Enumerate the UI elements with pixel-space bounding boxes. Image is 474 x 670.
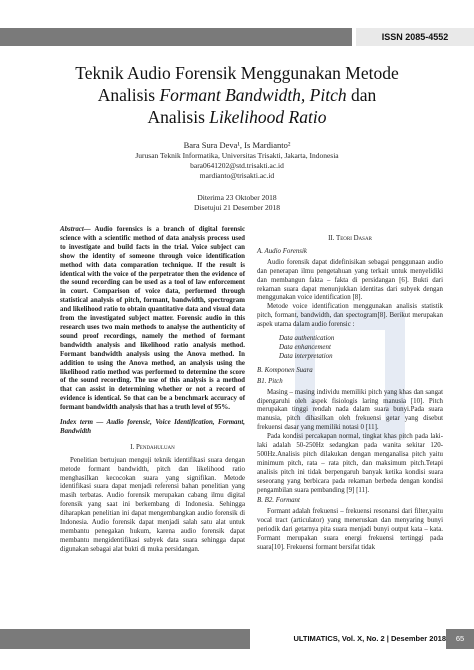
title-line-2-post: dan <box>346 85 377 105</box>
subheading-komponen-suara: B. Komponen Suara <box>257 366 313 374</box>
index-terms-text: Audio forensic, Voice Identification, Formant, Bandwidth <box>60 419 245 435</box>
dates <box>40 193 434 213</box>
subheading-audio-forensik: A. Audio Forensik <box>257 247 307 255</box>
title-line-1: Teknik Audio Forensik Menggunakan Metode <box>75 63 399 83</box>
list-item: Data authentication <box>279 335 335 343</box>
paragraph-a2: Metode voice identification menggunakan analisis statistik pitch, formant, bandwidth, dan spectogram[8]. Berikut merupakan aspek utama dalam audio forensic : <box>257 303 443 329</box>
paragraph-formant: Formant adalah frekuensi – frekuensi resonansi dari filter,yaitu vocal tract (articulator) yang meneruskan dan menyaring bunyi periodik dari getarnya pita suara menjadi bunyi output kata – kata. Formant merupakan suara energi frekuensi tertinggi pada suara[10]. Frekuensi formant bersifat tidak <box>257 508 443 551</box>
author-email-2[interactable]: mardianto@trisakti.ac.id <box>199 171 275 180</box>
header-bar <box>0 28 352 46</box>
affiliation <box>40 151 434 181</box>
date-accepted: Disetujui 21 Desember 2018 <box>193 203 281 212</box>
right-column <box>257 235 443 553</box>
authors: Bara Sura Deva¹, Is Mardianto² <box>183 140 291 150</box>
subheading-pitch: B1. Pitch <box>257 377 283 385</box>
index-terms <box>60 419 245 437</box>
title-line-3-italic: Likelihood Ratio <box>209 107 327 127</box>
left-column <box>60 226 245 555</box>
abstract-text: Audio forensics is a branch of digital forensic science with a scientific method of data analysis process used to investigate and build facts in the trial. Voice subject can show the identity of someone through voice identification method with data comparation technique. If the result is identical with the voice of the perpetrator then the evidence of the sound recording can be used as a tool of law enforcement in court. Comparison of voice data, performed through statistical analysis of pitch, formant, bandwidth, spectrogram and likelihood ratio to obtain quantitative data and visual data from the investigated subject matter. Forensic audio in this research uses two main methods to analyse the authenticity of sound proof recordings, namely the method of formant bandwidth analysis and likelihood ratio analysis method. Formant bandwidth analysis using the Anova method. In addition to using the Anova method, an analysis using the likelihood ratio method was performed to determine the score of the sound recording. The use of this analysis is a method that can assist in determining whether or not a record of evidence is identical. So that can be a benchmark accuracy of formant bandwidth analysis that has a truth level of 95%. <box>60 226 245 412</box>
list-item: Data interpretation <box>279 352 333 360</box>
paragraph-pitch-1: Masing – masing individu memiliki pitch yang khas dan sangat dipengaruhi oleh aspek fisiologis laring manusia [10]. Pitch merupakan tinggi rendah nada dalam suara bunyi.Pada suara manusia, pitch dihasilkan oleh frekuensi getar yang disebut frekuensi dasar yang memiliki notasi 0 [11]. <box>257 388 443 432</box>
aspect-list <box>257 335 443 362</box>
abstract <box>60 226 245 413</box>
footer-journal: ULTIMATICS, Vol. X, No. 2 | Desember 2018 <box>293 634 446 643</box>
date-received: Diterima 23 Oktober 2018 <box>197 193 277 202</box>
list-item: Data enhancement <box>279 343 331 351</box>
paragraph-pitch-2: Pada kondisi percakapan normal, tingkat khas pitch pada laki- laki adalah 50-250Hz sedangkan pada wanita sekitar 120-500Hz.Analisis pitch dilakukan dengan menganalisa pitch yaitu minimum pitch, rata – rata pitch, dan maksimum pitch.Tetapi analisis pitch ini tidak berpengaruh banyak ketika kondisi suara seseorang yang berbicara pada rekaman berbeda dengan kondisi pengambilan suara pembanding [9] [11]. <box>257 433 443 494</box>
paragraph-a1: Audio forensik dapat didefinisikan sebagai penggunaan audio dan penerapan ilmu pengetahuan yang terkait untuk menyelidiki dan membangun fakta – fakta di persidangan [6]. Bukti dari rekaman suara dapat menunjukkan identitas dari subyek dengan menggunakan voice identification [8]. <box>257 258 443 302</box>
abstract-label: Abstract— <box>60 226 91 233</box>
title-line-3-pre: Analisis <box>147 107 210 127</box>
title-line-3 <box>40 106 434 128</box>
page-number: 65 <box>446 629 474 649</box>
section-heading-theory: II. Teori Dasar <box>328 235 372 242</box>
affiliation-institution: Jurusan Teknik Informatika, Universitas Trisakti, Jakarta, Indonesia <box>135 151 339 160</box>
subheading-formant: B. B2. Formant <box>257 497 300 505</box>
issn-label: ISSN 2085-4552 <box>356 28 474 46</box>
footer-bar <box>0 629 250 649</box>
intro-paragraph: Penelitian bertujuan menguji teknik identifikasi suara dengan metode formant bandwidth, pitch dan likelihood ratio menghasilkan kecocokan suara yang signifikan. Metode identifikasi suara dapat menjadi referensi bahan penelitian yang masih terbatas. Audio forensik merupakan cabang ilmu digital forensik yang saat ini berkembang di Indonesia. Sehingga diharapkan penelitian ini dapat mengembangkan audio forensik di Indonesia. Audio forensik dapat menjadi salah satu alat untuk membantu penegakan hukum, karena audio forensik dapat membantu mengidentifikasi subyek data suara sehingga dapat digunakan sebagai alat bukti di muka persidangan. <box>60 456 245 553</box>
title-line-2 <box>40 84 434 106</box>
title-line-2-italic: Formant Bandwidth, Pitch <box>159 85 347 105</box>
index-terms-label: Index term — <box>60 419 104 427</box>
author-email-1[interactable]: bara0641202@std.trisakti.ac.id <box>190 161 284 170</box>
section-heading-intro: I. Pendahuluan <box>130 443 175 451</box>
title-line-2-pre: Analisis <box>97 85 160 105</box>
paper-title <box>40 62 434 128</box>
